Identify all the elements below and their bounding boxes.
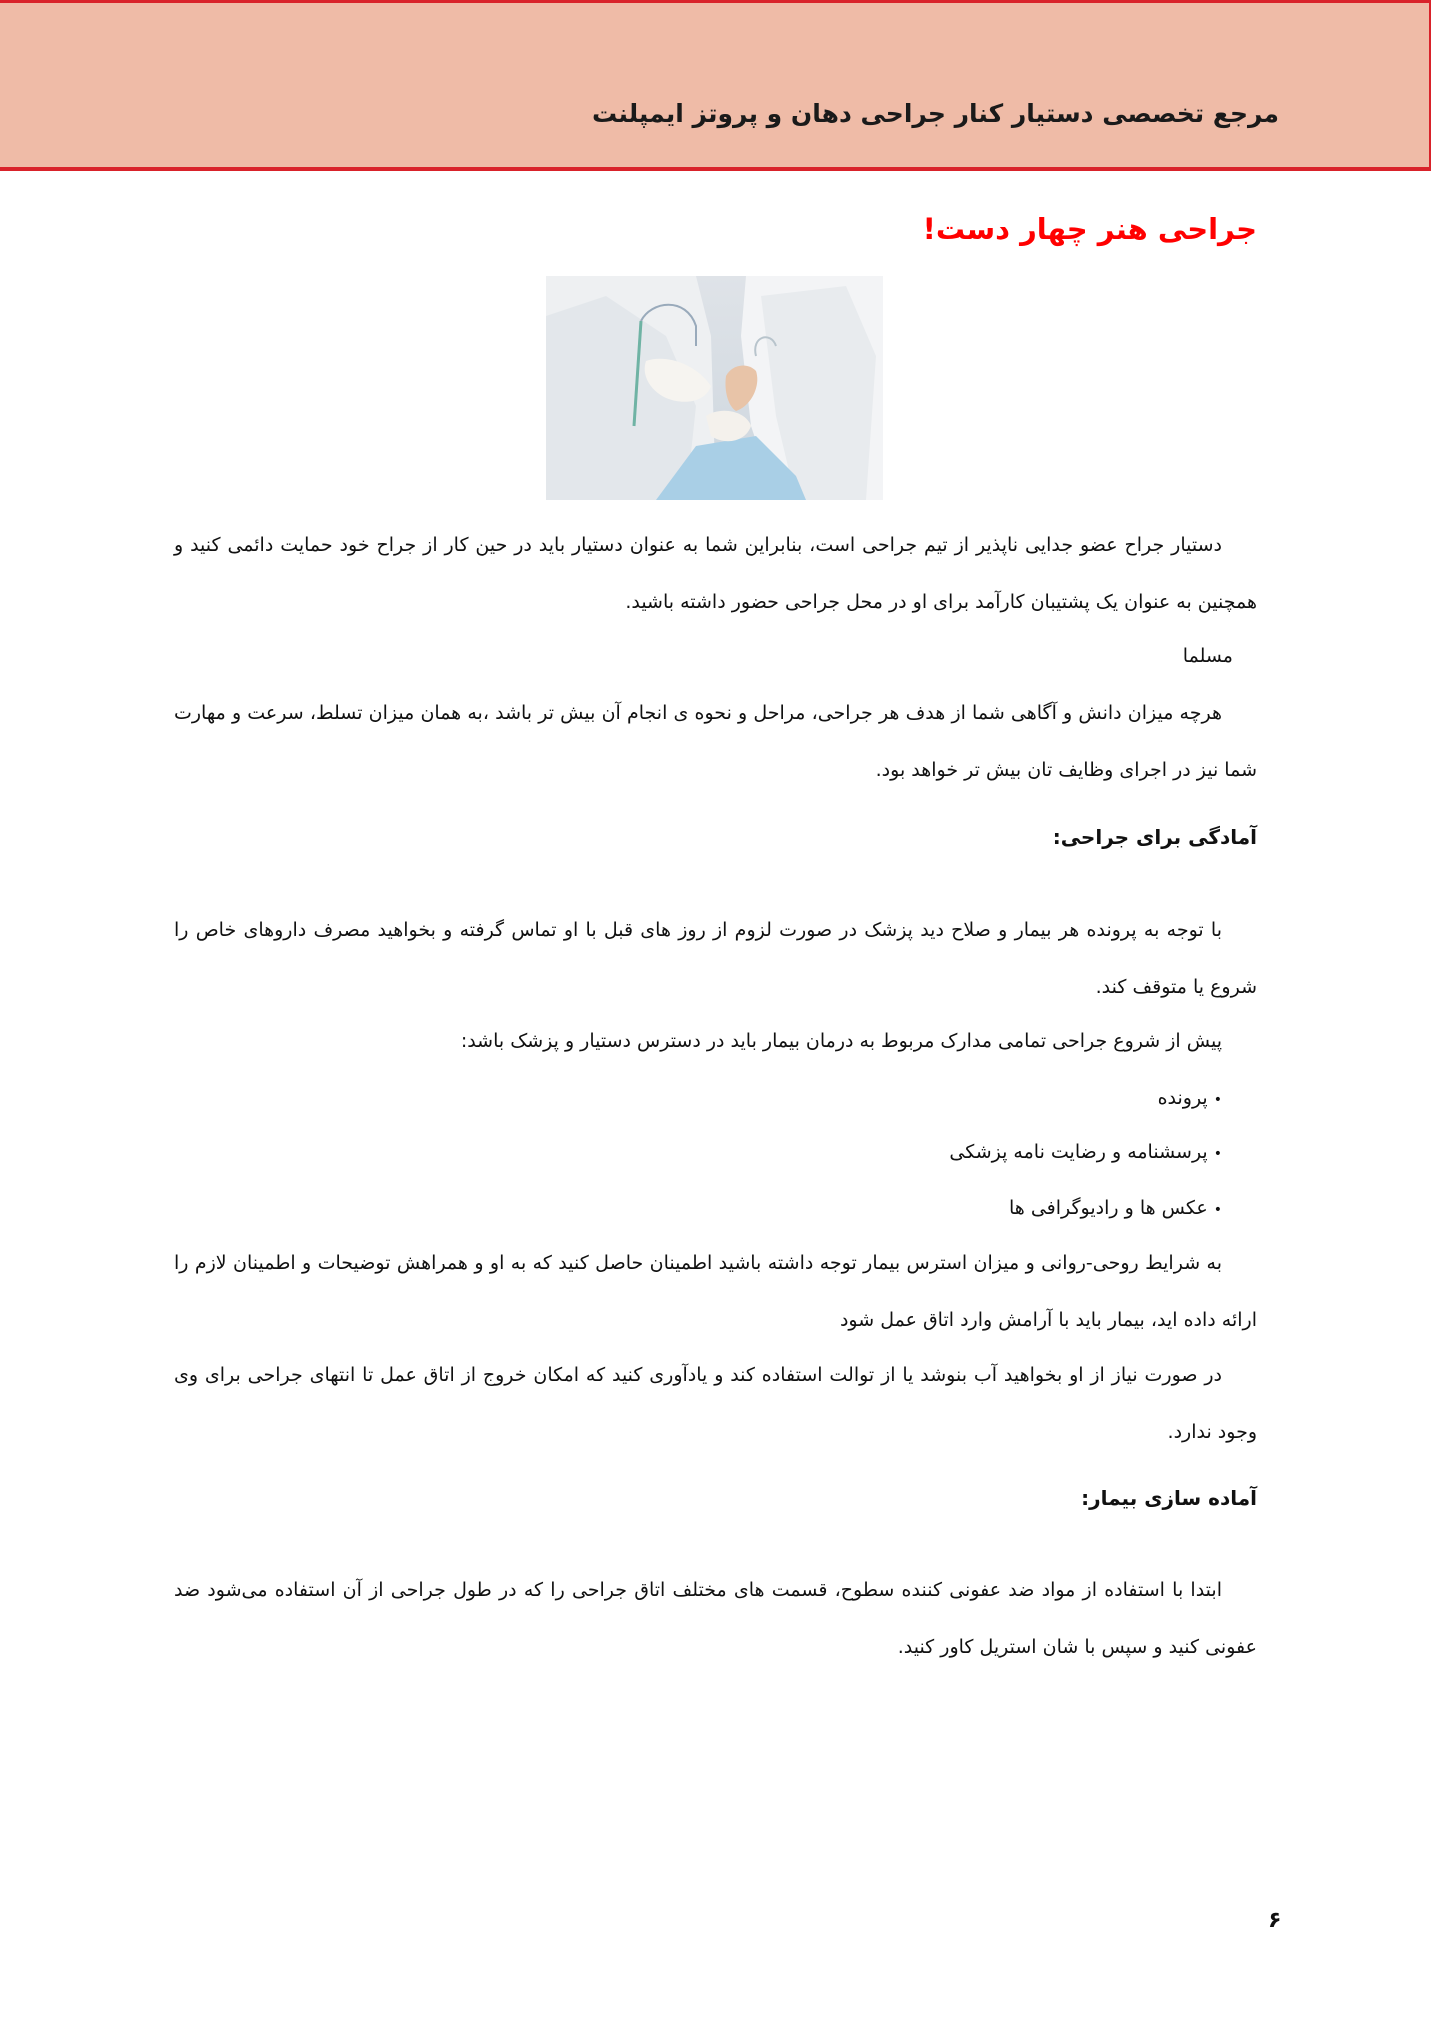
list-item xyxy=(949,1132,1222,1174)
bullet-icon: • xyxy=(1213,1146,1222,1162)
bullet-icon: • xyxy=(1213,1092,1222,1108)
list-item-text: عکس ها و رادیوگرافی ها xyxy=(1008,1197,1208,1219)
bullet-icon: • xyxy=(1213,1202,1222,1218)
list-item xyxy=(1009,1188,1222,1230)
heading-preparation-for-surgery: آمادگی برای جراحی: xyxy=(1052,825,1257,849)
paragraph-knowledge: هرچه میزان دانش و آگاهی شما از هدف هر جراحی، مراحل و نحوه ی انجام آن بیش تر باشد ،به همان میزان تسلط، سرعت و مهارت شما نیز در اجرای وظایف تان بیش تر خواهد بود. xyxy=(174,702,1257,781)
list-item xyxy=(1158,1078,1222,1120)
paragraph-certainly: مسلما xyxy=(1182,645,1233,667)
paragraph-needs: در صورت نیاز از او بخواهید آب بنوشد یا از توالت استفاده کند و یادآوری کنید که امکان خروج از اتاق عمل تا انتهای جراحی برای وی وجود ندارد. xyxy=(174,1364,1257,1443)
list-item-text: پرونده xyxy=(1157,1087,1208,1109)
header-title: مرجع تخصصی دستیار کنار جراحی دهان و پروتز ایمپلنت xyxy=(592,99,1279,128)
page-number: ۶ xyxy=(1268,1908,1282,1933)
paragraph-documents: پیش از شروع جراحی تمامی مدارک مربوط به درمان بیمار باید در دسترس دستیار و پزشک باشد: xyxy=(460,1030,1222,1052)
paragraph-disinfection: ابتدا با استفاده از مواد ضد عفونی کننده سطوح، قسمت های مختلف اتاق جراحی را که در طول جراحی از آن استفاده می‌شود ضد عفونی کنید و سپس با شان استریل کاور کنید. xyxy=(174,1579,1257,1658)
section-title: جراحی هنر چهار دست! xyxy=(922,212,1257,246)
heading-patient-preparation: آماده سازی بیمار: xyxy=(1081,1486,1257,1510)
surgery-photo-icon xyxy=(546,276,883,500)
paragraph-psychological: به شرایط روحی-روانی و میزان استرس بیمار توجه داشته باشید اطمینان حاصل کنید که به او و همراهش توضیحات و اطمینان لازم را ارائه داده اید، بیمار باید با آرامش وارد اتاق عمل شود xyxy=(174,1252,1257,1331)
paragraph-patient-file: با توجه به پرونده هر بیمار و صلاح دید پزشک در صورت لزوم از روز های قبل با او تماس گرفته و بخواهید مصرف داروهای خاص را شروع یا متوقف کند. xyxy=(174,919,1257,998)
surgery-photo xyxy=(546,276,883,500)
page-header-band xyxy=(0,0,1431,171)
list-item-text: پرسشنامه و رضایت نامه پزشکی xyxy=(949,1141,1208,1163)
paragraph-surgical-assistant: دستیار جراح عضو جدایی ناپذیر از تیم جراحی است، بنابراین شما به عنوان دستیار باید در حین کار از جراح خود حمایت دائمی کنید و همچنین به عنوان یک پشتیبان کارآمد برای او در محل جراحی حضور داشته باشید. xyxy=(174,534,1257,613)
